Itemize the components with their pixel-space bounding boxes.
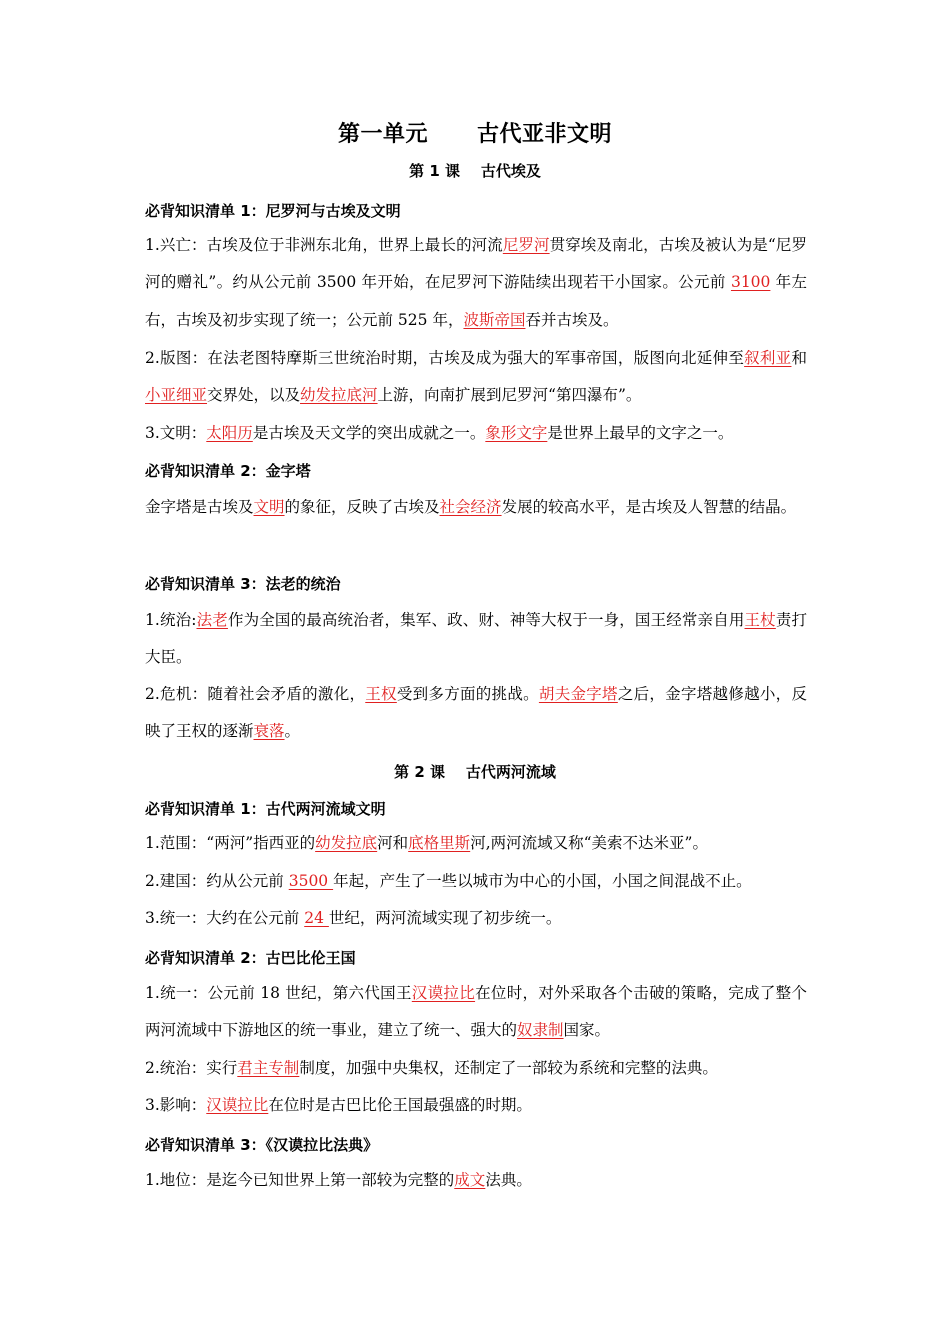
key-term: 文明 bbox=[253, 498, 285, 516]
text-run: 1.统治: bbox=[145, 611, 197, 629]
key-term: 24 bbox=[304, 909, 329, 927]
unit-title: 第一单元 古代亚非文明 bbox=[338, 122, 612, 147]
paragraph bbox=[145, 900, 807, 937]
key-term: 衰落 bbox=[253, 722, 285, 741]
key-term: 君主专制 bbox=[237, 1059, 300, 1077]
text-run: 年起，产生了一些以城市为中心的小国，小国之间混战不止。 bbox=[333, 872, 752, 890]
key-term: 幼发拉底 bbox=[315, 834, 378, 852]
key-term: 汉谟拉比 bbox=[411, 984, 476, 1002]
paragraph bbox=[145, 602, 807, 677]
text-run: 3.影响： bbox=[145, 1096, 207, 1114]
text-run: 贯穿埃及南北，古埃及被认为是“尼罗河的赠礼”。约从公元前 3500 年开始，在尼罗河下游陆续出现若干小国家。公元前 bbox=[145, 236, 807, 292]
key-term: 胡夫金字塔 bbox=[538, 685, 618, 703]
text-run: 河和 bbox=[377, 834, 409, 852]
key-term: 3100 bbox=[730, 273, 771, 292]
text-run: 上游，向南扩展到尼罗河“第四瀑布”。 bbox=[377, 386, 642, 405]
text-run: 2.版图：在法老图特摩斯三世统治时期，古埃及成为强大的军事帝国，版图向北延伸至 bbox=[145, 349, 745, 367]
text-run: 国家。 bbox=[563, 1021, 611, 1040]
section-heading: 必背知识清单 1：古代两河流域文明 bbox=[145, 800, 386, 818]
text-run: 3.统一：大约在公元前 bbox=[145, 909, 305, 927]
text-run: 河,两河流域又称“美索不达米亚”。 bbox=[470, 834, 708, 852]
section-heading: 必背知识清单 1：尼罗河与古埃及文明 bbox=[145, 202, 401, 220]
paragraph bbox=[145, 1162, 807, 1199]
text-run: 2.统治：实行 bbox=[145, 1059, 238, 1077]
key-term: 社会经济 bbox=[439, 498, 502, 516]
key-term: 底格里斯 bbox=[408, 834, 471, 852]
paragraph bbox=[145, 676, 807, 751]
text-run: 交界处，以及 bbox=[207, 386, 301, 405]
text-run: 是古埃及天文学的突出成就之一。 bbox=[252, 424, 486, 442]
text-run: 是世界上最早的文字之一。 bbox=[547, 424, 734, 442]
text-run: 1.地位：是迄今已知世界上第一部较为完整的 bbox=[145, 1171, 455, 1189]
text-run: 2.危机：随着社会矛盾的激化， bbox=[145, 685, 366, 703]
paragraph bbox=[145, 415, 807, 452]
key-term: 王权 bbox=[365, 685, 397, 703]
key-term: 3500 bbox=[288, 872, 334, 890]
text-run: 1.统一：公元前 18 世纪，第六代国王 bbox=[145, 984, 412, 1002]
lesson-title: 第 2 课 古代两河流域 bbox=[394, 763, 556, 781]
text-run: 之后，金字塔越修越小，反映了王权的逐渐 bbox=[145, 685, 807, 741]
text-run: 制度，加强中央集权，还制定了一部较为系统和完整的法典。 bbox=[299, 1059, 718, 1077]
section-heading: 必背知识清单 2：金字塔 bbox=[145, 462, 311, 480]
text-run: 1.范围：“两河”指西亚的 bbox=[145, 834, 316, 852]
text-run: 在位时，对外采取各个击破的策略，完成了整个两河流域中下游地区的统一事业，建立了统一、强大的 bbox=[145, 984, 807, 1040]
text-run: 作为全国的最高统治者，集军、政、财、神等大权于一身，国王经常亲自用 bbox=[227, 611, 745, 629]
text-run: 金字塔是古埃及 bbox=[145, 498, 254, 516]
text-run: 3.文明： bbox=[145, 424, 207, 442]
text-run: 。 bbox=[284, 722, 301, 741]
key-term: 叙利亚 bbox=[744, 349, 792, 367]
key-term: 太阳历 bbox=[206, 424, 253, 442]
paragraph bbox=[145, 1087, 807, 1124]
paragraph bbox=[145, 1050, 807, 1087]
paragraph bbox=[145, 489, 807, 526]
section-heading: 必背知识清单 2：古巴比伦王国 bbox=[145, 949, 356, 967]
lesson-title: 第 1 课 古代埃及 bbox=[409, 162, 541, 180]
key-term: 波斯帝国 bbox=[463, 310, 526, 329]
key-term: 小亚细亚 bbox=[145, 386, 208, 405]
paragraph bbox=[145, 825, 807, 862]
text-run: 1.兴亡：古埃及位于非洲东北角，世界上最长的河流 bbox=[145, 236, 503, 254]
section-heading: 必背知识清单 3：法老的统治 bbox=[145, 575, 341, 593]
section-heading: 必背知识清单 3：《汉谟拉比法典》 bbox=[145, 1136, 379, 1154]
text-run: 吞并古埃及。 bbox=[525, 310, 619, 329]
text-run: 2.建国：约从公元前 bbox=[145, 872, 289, 890]
key-term: 尼罗河 bbox=[502, 236, 550, 254]
text-run: 受到多方面的挑战。 bbox=[396, 685, 539, 703]
text-run: 年左右，古埃及初步实现了统一；公元前 525 年， bbox=[145, 273, 807, 329]
key-term: 法老 bbox=[196, 611, 228, 629]
key-term: 象形文字 bbox=[485, 424, 548, 442]
key-term: 汉谟拉比 bbox=[206, 1096, 269, 1114]
paragraph bbox=[145, 975, 807, 1050]
paragraph bbox=[145, 863, 807, 900]
key-term: 幼发拉底河 bbox=[300, 386, 378, 405]
paragraph bbox=[145, 340, 807, 415]
text-run: 法典。 bbox=[485, 1171, 532, 1189]
text-run: 责打大臣。 bbox=[145, 611, 807, 667]
text-run: 世纪，两河流域实现了初步统一。 bbox=[328, 909, 562, 927]
paragraph bbox=[145, 227, 807, 339]
key-term: 奴隶制 bbox=[517, 1021, 564, 1040]
key-term: 成文 bbox=[454, 1171, 486, 1189]
key-term: 王杖 bbox=[744, 611, 776, 629]
text-run: 在位时是古巴比伦王国最强盛的时期。 bbox=[268, 1096, 532, 1114]
text-run: 的象征，反映了古埃及 bbox=[284, 498, 440, 516]
text-run: 发展的较高水平，是古埃及人智慧的结晶。 bbox=[501, 498, 797, 516]
text-run: 和 bbox=[791, 349, 807, 367]
